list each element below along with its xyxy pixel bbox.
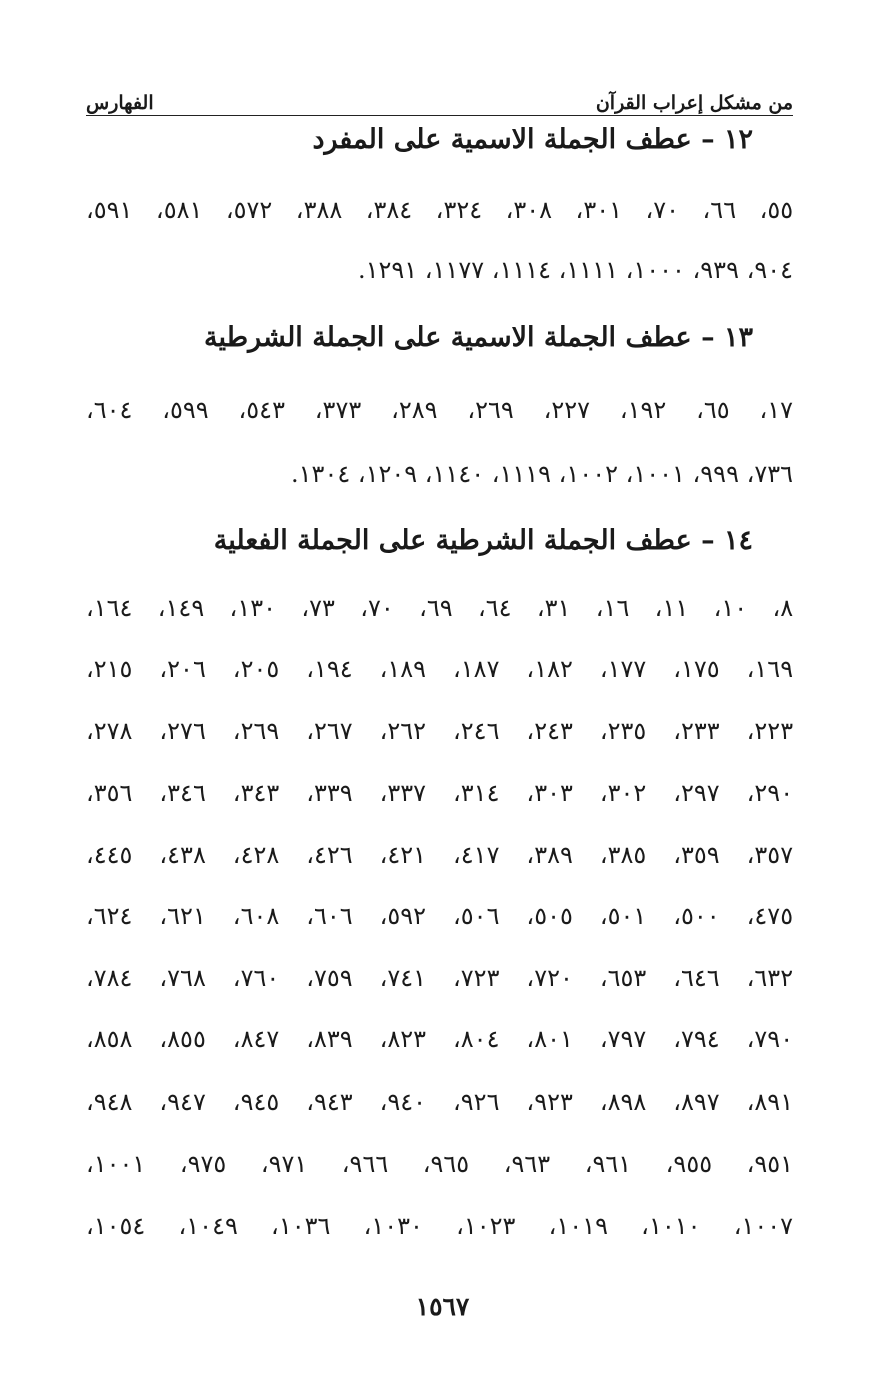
index-line: ١٠٠٧، ١٠١٠، ١٠١٩، ١٠٢٣، ١٠٣٠، ١٠٣٦، ١٠٤٩، ١٠٥٤، xyxy=(86,1212,794,1240)
index-line: ٧٣٦، ٩٩٩، ١٠٠١، ١٠٠٢، ١١١٩، ١١٤٠، ١٢٠٩، ١٣٠٤. xyxy=(291,460,793,488)
section-title: الفهارس xyxy=(86,92,154,114)
index-line: ٢٢٣، ٢٣٣، ٢٣٥، ٢٤٣، ٢٤٦، ٢٦٢، ٢٦٧، ٢٦٩، ٢٧٦، ٢٧٨، xyxy=(86,717,794,745)
book-title: من مشكل إعراب القرآن xyxy=(595,92,793,114)
index-line: ٧٩٠، ٧٩٤، ٧٩٧، ٨٠١، ٨٠٤، ٨٢٣، ٨٣٩، ٨٤٧، ٨٥٥، ٨٥٨، xyxy=(86,1025,794,1053)
index-line: ٨٩١، ٨٩٧، ٨٩٨، ٩٢٣، ٩٢٦، ٩٤٠، ٩٤٣، ٩٤٥، ٩٤٧، ٩٤٨، xyxy=(86,1088,794,1116)
index-line: ٨، ١٠، ١١، ١٦، ٣١، ٦٤، ٦٩، ٧٠، ٧٣، ١٣٠، ١٤٩، ١٦٤، xyxy=(86,594,794,622)
running-head xyxy=(86,84,793,114)
index-line: ٩٠٤، ٩٣٩، ١٠٠٠، ١١١١، ١١١٤، ١١٧٧، ١٢٩١. xyxy=(357,256,793,284)
page-number: ١٥٦٧ xyxy=(415,1292,470,1321)
index-line: ٥٥، ٦٦، ٧٠، ٣٠١، ٣٠٨، ٣٢٤، ٣٨٤، ٣٨٨، ٥٧٢، ٥٨١، ٥٩١، xyxy=(86,196,794,224)
section-heading: ١٤ – عطف الجملة الشرطية على الجملة الفعلية xyxy=(213,525,753,556)
index-line: ٦٣٢، ٦٤٦، ٦٥٣، ٧٢٠، ٧٢٣، ٧٤١، ٧٥٩، ٧٦٠، ٧٦٨، ٧٨٤، xyxy=(86,964,794,992)
index-line: ١٧، ٦٥، ١٩٢، ٢٢٧، ٢٦٩، ٢٨٩، ٣٧٣، ٥٤٣، ٥٩٩، ٦٠٤، xyxy=(86,396,794,424)
index-line: ٩٥١، ٩٥٥، ٩٦١، ٩٦٣، ٩٦٥، ٩٦٦، ٩٧١، ٩٧٥، ١٠٠١، xyxy=(86,1150,794,1178)
section-heading: ١٣ – عطف الجملة الاسمية على الجملة الشرطية xyxy=(203,322,753,353)
index-line: ٢٩٠، ٢٩٧، ٣٠٢، ٣٠٣، ٣١٤، ٣٣٧، ٣٣٩، ٣٤٣، ٣٤٦، ٣٥٦، xyxy=(86,779,794,807)
section-heading: ١٢ – عطف الجملة الاسمية على المفرد xyxy=(312,124,753,155)
index-line: ٣٥٧، ٣٥٩، ٣٨٥، ٣٨٩، ٤١٧، ٤٢١، ٤٢٦، ٤٢٨، ٤٣٨، ٤٤٥، xyxy=(86,841,794,869)
index-line: ١٦٩، ١٧٥، ١٧٧، ١٨٢، ١٨٧، ١٨٩، ١٩٤، ٢٠٥، ٢٠٦، ٢١٥، xyxy=(86,655,794,683)
header-rule xyxy=(86,115,793,116)
index-line: ٤٧٥، ٥٠٠، ٥٠١، ٥٠٥، ٥٠٦، ٥٩٢، ٦٠٦، ٦٠٨، ٦٢١، ٦٢٤، xyxy=(86,902,794,930)
